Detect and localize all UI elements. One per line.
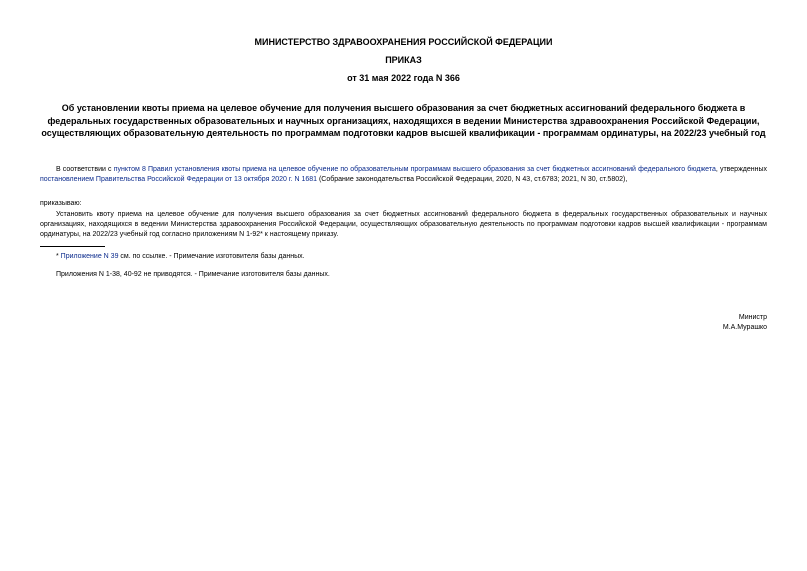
appendix-39-link[interactable]: Приложение N 39 [60, 253, 119, 260]
paragraph-text: В соответствии с [56, 166, 114, 173]
order-word: приказываю: [40, 200, 82, 207]
paragraph-text: (Собрание законодательства Российской Федерации, 2020, N 43, ст.6783; 2021, N 30, ст.5802), [317, 176, 628, 183]
resolution-link[interactable]: постановлением Правительства Российской Федерации от 13 октября 2020 г. N 1681 [40, 176, 318, 183]
signer-title: Министр [738, 314, 767, 321]
footnote-marker: * [56, 253, 61, 260]
rules-link[interactable]: пунктом 8 Правил установления квоты приема на целевое обучение по образовательным программам высшего образования за счет бюджетных ассигнований федерального бюджета [113, 166, 716, 173]
document-type: ПРИКАЗ [385, 55, 422, 65]
document-subject: Об установлении квоты приема на целевое обучение для получения высшего образования за счет бюджетных ассигнований федерального бюджета в федеральных государственных образовательных и научных организациях, находящихся в ведении Министерства здравоохранения Российской Федерации, осуществляющих образовательную деятельность по программам подготовки кадров высшей квалификации - программам ординатуры, на 2022/23 учебный год [41, 103, 766, 138]
body-paragraph-order: Установить квоту приема на целевое обучение для получения высшего образования за счет бюджетных ассигнований федерального бюджета в федеральных государственных образовательных и научных организациях, находящихся в ведении Министерства здравоохранения Российской Федерации, осуществляющих образовательную деятельность по программам подготовки кадров высшей квалификации - программам ординатуры, на 2022/23 учебный год согласно приложениям N 1-92* к настоящему приказу. [40, 211, 767, 238]
signer-name: М.А.Мурашко [722, 324, 767, 331]
footnote-appendices-omitted: Приложения N 1-38, 40-92 не приводятся. - Примечание изготовителя базы данных. [56, 271, 330, 278]
paragraph-text: , утвержденных [715, 166, 767, 173]
body-paragraph-basis [40, 165, 767, 185]
ministry-heading: МИНИСТЕРСТВО ЗДРАВООХРАНЕНИЯ РОССИЙСКОЙ ФЕДЕРАЦИИ [254, 37, 553, 47]
footnote-text: см. по ссылке. - Примечание изготовителя базы данных. [118, 253, 305, 260]
footnote-divider [40, 246, 105, 247]
document-date-number: от 31 мая 2022 года N 366 [347, 73, 460, 83]
footnote-appendix-39 [40, 252, 767, 262]
